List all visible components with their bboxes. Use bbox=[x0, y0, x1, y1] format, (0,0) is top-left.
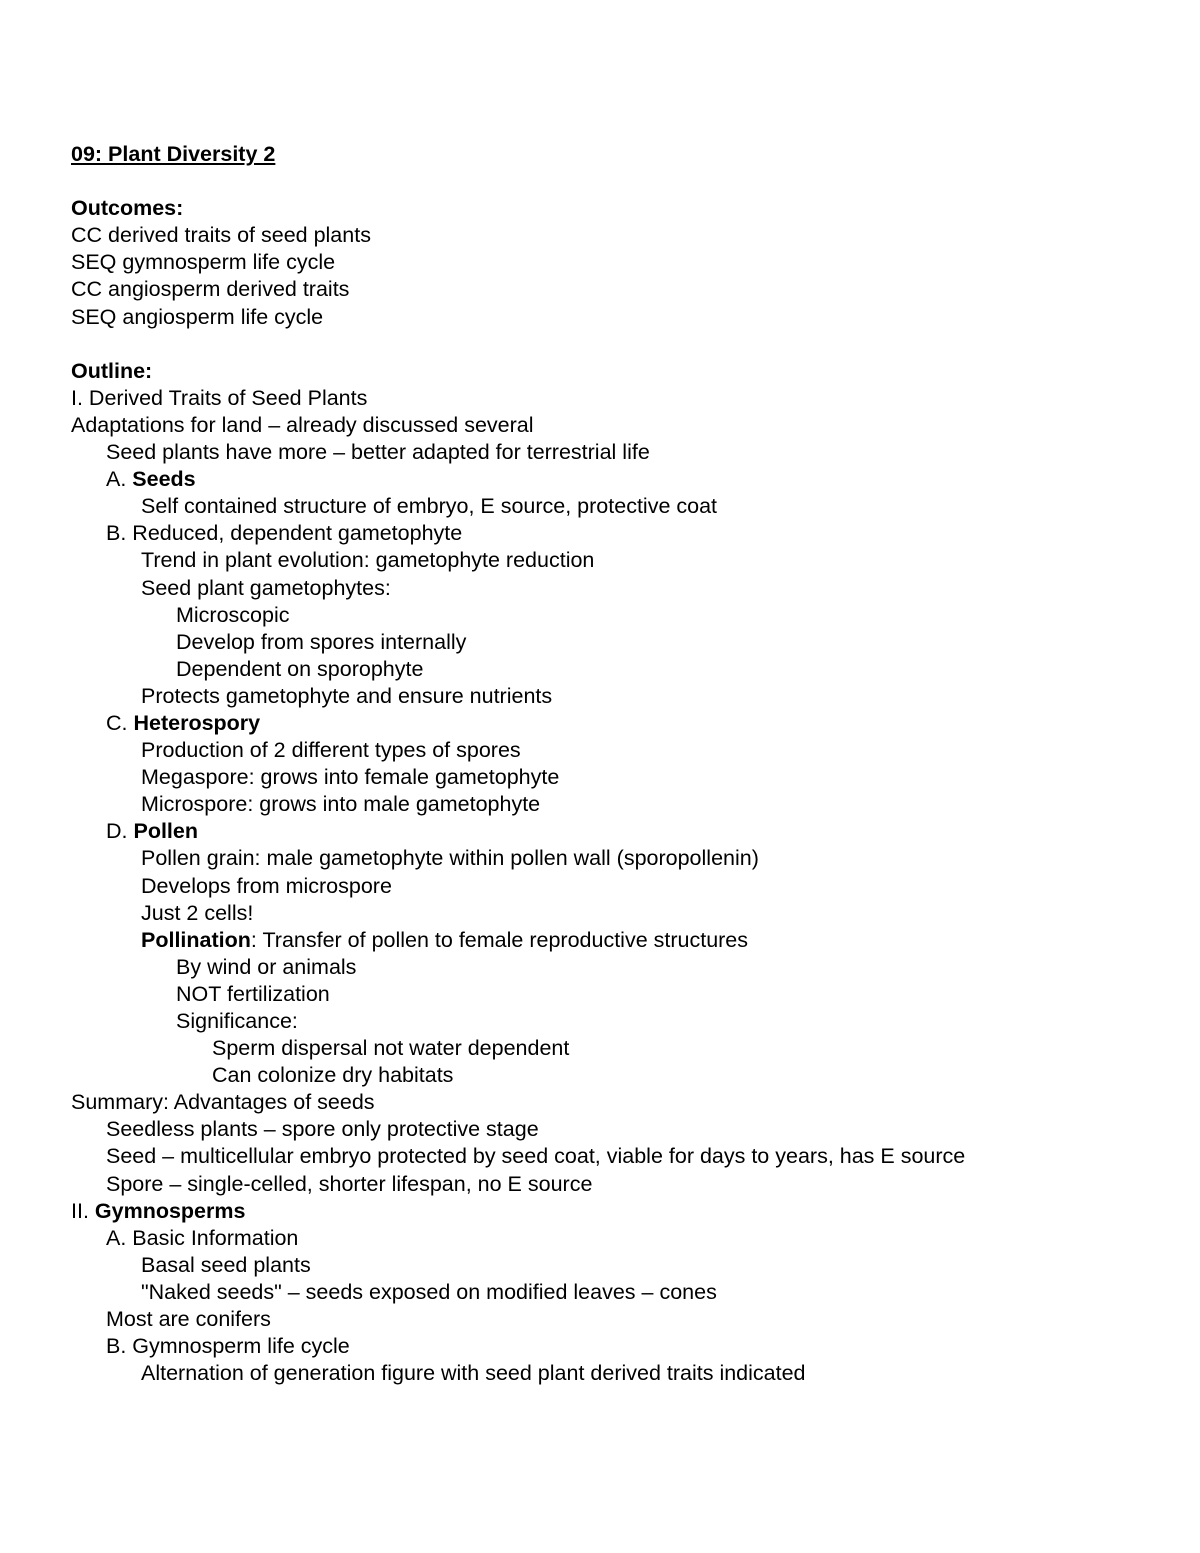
outline-line: Microspore: grows into male gametophyte bbox=[141, 792, 541, 817]
summary-title: Summary: Advantages of seeds bbox=[71, 1090, 375, 1115]
outline-line: Seedless plants – spore only protective stage bbox=[106, 1117, 539, 1142]
subsection-label: Heterospory bbox=[133, 710, 261, 735]
outline-line: Sperm dispersal not water dependent bbox=[212, 1036, 570, 1061]
subsection-label: Seeds bbox=[132, 467, 196, 492]
subsection-gametophyte: B. Reduced, dependent gametophyte bbox=[106, 521, 463, 546]
section-1-title: I. Derived Traits of Seed Plants bbox=[71, 385, 368, 410]
outline-line: Seed plants have more – better adapted for terrestrial life bbox=[106, 440, 650, 465]
document-title: 09: Plant Diversity 2 bbox=[71, 142, 276, 166]
outcome-item: CC derived traits of seed plants bbox=[71, 223, 371, 248]
outcome-item: SEQ angiosperm life cycle bbox=[71, 304, 324, 329]
outline-line: Just 2 cells! bbox=[141, 900, 254, 925]
subsection-life-cycle: B. Gymnosperm life cycle bbox=[106, 1334, 350, 1359]
outline-line: Production of 2 different types of spores bbox=[141, 738, 521, 763]
outline-line: Self contained structure of embryo, E source, protective coat bbox=[141, 494, 718, 519]
outline-line: Most are conifers bbox=[106, 1307, 271, 1332]
document-page bbox=[71, 141, 1151, 1387]
subsection-label: Pollen bbox=[133, 819, 198, 844]
outline-line: Can colonize dry habitats bbox=[212, 1063, 454, 1088]
pollination-line bbox=[71, 927, 1151, 954]
pollination-definition: : Transfer of pollen to female reproductive structures bbox=[250, 927, 749, 952]
outline-line: Develop from spores internally bbox=[176, 629, 467, 654]
outline-line: Protects gametophyte and ensure nutrients bbox=[141, 683, 553, 708]
outcome-item: CC angiosperm derived traits bbox=[71, 277, 350, 302]
outline-line: Dependent on sporophyte bbox=[176, 656, 424, 681]
outcome-item: SEQ gymnosperm life cycle bbox=[71, 250, 336, 275]
outline-line: NOT fertilization bbox=[176, 981, 330, 1006]
section-label: Gymnosperms bbox=[94, 1198, 246, 1223]
outline-line: Basal seed plants bbox=[141, 1252, 311, 1277]
subsection-seeds bbox=[71, 466, 1151, 493]
pollination-term: Pollination bbox=[141, 927, 251, 952]
subsection-prefix: D. bbox=[106, 819, 134, 844]
outline-heading: Outline: bbox=[71, 358, 153, 383]
outline-line: Seed – multicellular embryo protected by seed coat, viable for days to years, has E source bbox=[106, 1144, 966, 1169]
subsection-prefix: A. bbox=[106, 467, 133, 492]
subsection-prefix: C. bbox=[106, 710, 134, 735]
outline-line: Microscopic bbox=[176, 602, 290, 627]
outline-line: Develops from microspore bbox=[141, 873, 392, 898]
spacer bbox=[71, 331, 1151, 358]
outline-line: "Naked seeds" – seeds exposed on modified leaves – cones bbox=[141, 1279, 717, 1304]
outline-line: Spore – single-celled, shorter lifespan, no E source bbox=[106, 1171, 593, 1196]
outline-line: Significance: bbox=[176, 1009, 298, 1033]
outline-line: Megaspore: grows into female gametophyte bbox=[141, 765, 560, 790]
spacer bbox=[71, 168, 1151, 195]
outline-line: Seed plant gametophytes: bbox=[141, 575, 391, 600]
outline-line: By wind or animals bbox=[176, 954, 357, 979]
subsection-pollen bbox=[71, 818, 1151, 845]
subsection-heterospory bbox=[71, 710, 1151, 737]
outcomes-heading: Outcomes: bbox=[71, 196, 184, 221]
subsection-basic-info: A. Basic Information bbox=[106, 1225, 299, 1250]
section-prefix: II. bbox=[71, 1198, 95, 1223]
outline-line: Adaptations for land – already discussed several bbox=[71, 412, 534, 437]
section-2-title bbox=[71, 1198, 1151, 1225]
outline-line: Pollen grain: male gametophyte within pollen wall (sporopollenin) bbox=[141, 846, 759, 871]
outline-line: Trend in plant evolution: gametophyte reduction bbox=[141, 548, 595, 573]
outline-line: Alternation of generation figure with seed plant derived traits indicated bbox=[141, 1361, 806, 1386]
